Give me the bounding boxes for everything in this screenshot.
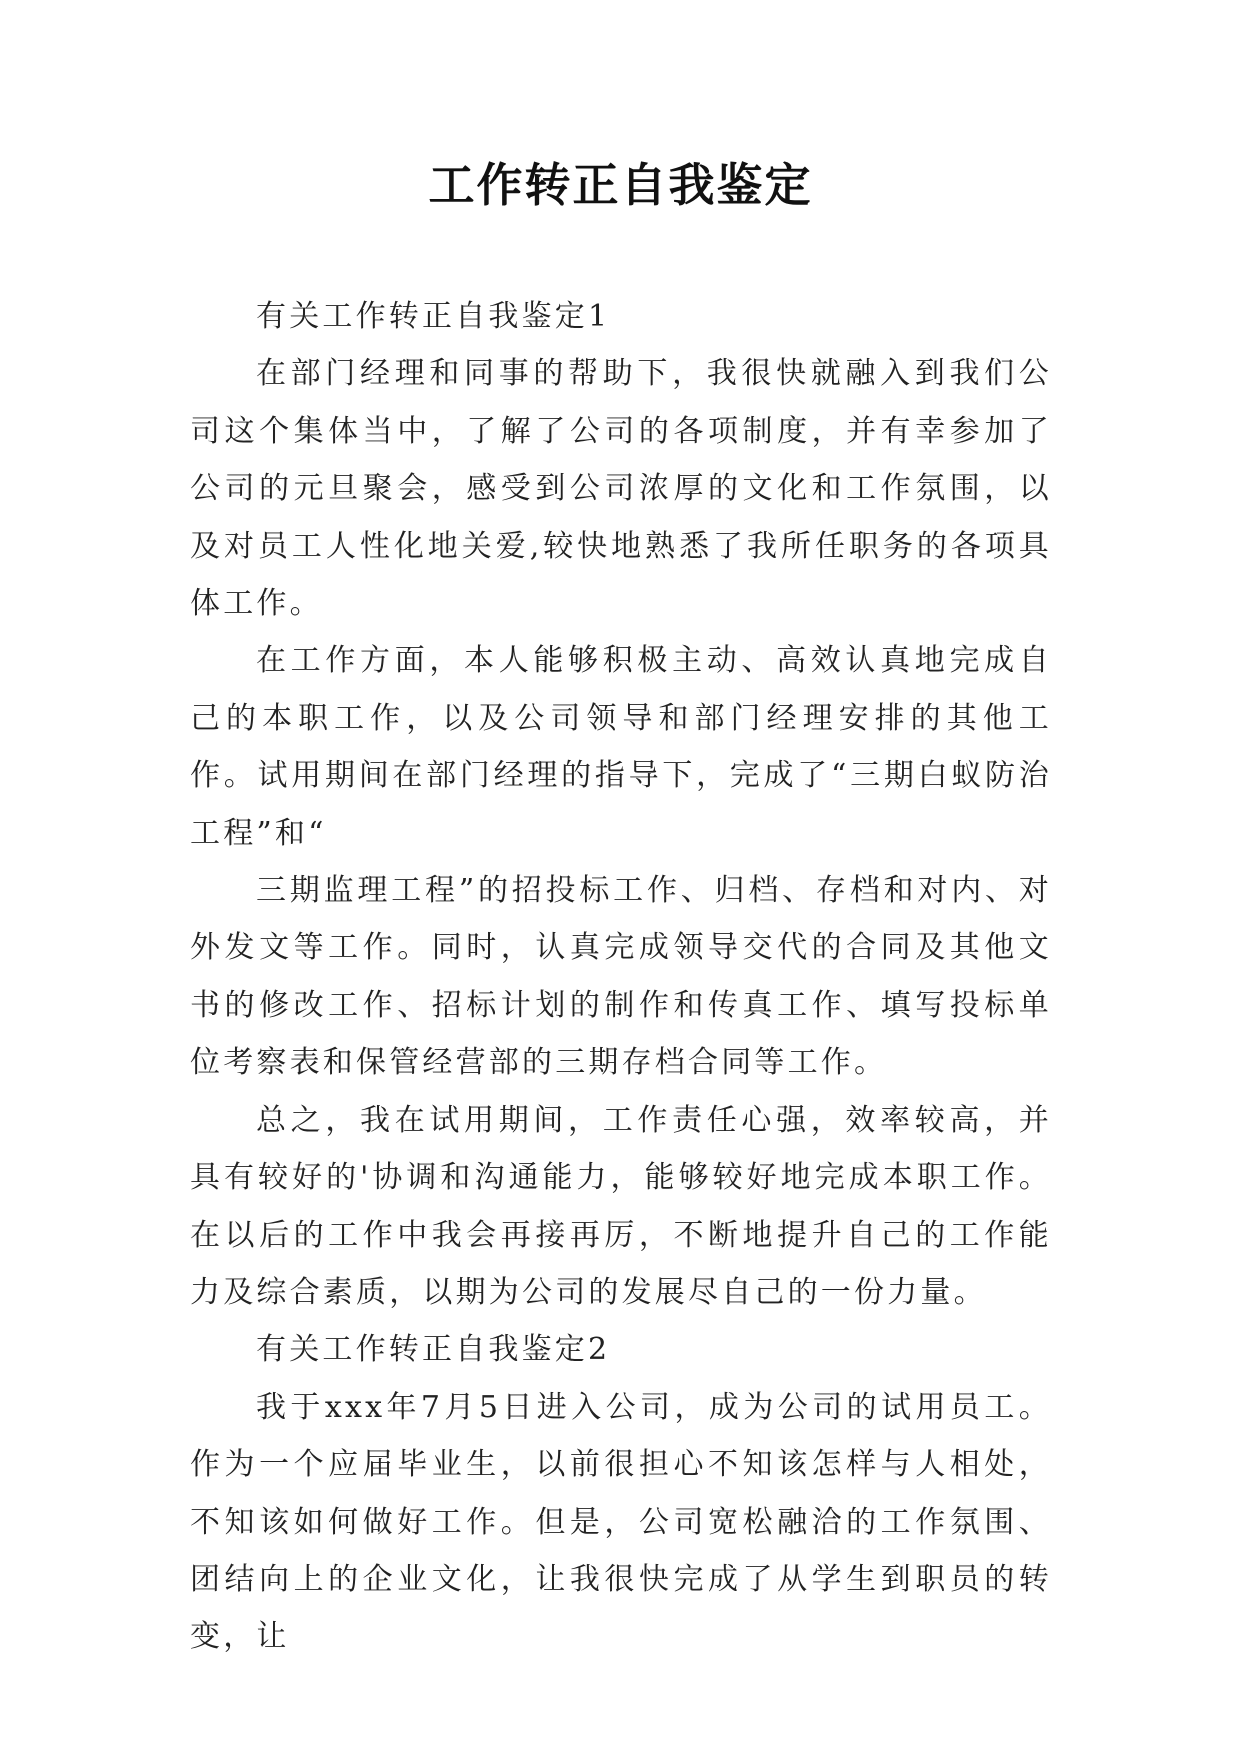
paragraph: 总之，我在试用期间，工作责任心强，效率较高，并具有较好的'协调和沟通能力，能够较好地完成本职工作。在以后的工作中我会再接再厉，不断地提升自己的工作能力及综合素质，以期为公司的发展尽自己的一份力量。 [190, 1102, 1052, 1310]
section-heading: 有关工作转正自我鉴定1 [256, 299, 611, 334]
paragraph: 在工作方面，本人能够积极主动、高效认真地完成自己的本职工作，以及公司领导和部门经理安排的其他工作。试用期间在部门经理的指导下，完成了“三期白蚁防治工程”和“ [190, 643, 1052, 851]
section-heading: 有关工作转正自我鉴定2 [256, 1332, 611, 1368]
document-title: 工作转正自我鉴定 [428, 158, 813, 212]
paragraph: 三期监理工程”的招投标工作、归档、存档和对内、对外发文等工作。同时，认真完成领导交代的合同及其他文书的修改工作、招标计划的制作和传真工作、填写投标单位考察表和保管经营部的三期存档合同等工作。 [190, 873, 1052, 1081]
document-body [190, 288, 1052, 1666]
paragraph: 在部门经理和同事的帮助下，我很快就融入到我们公司这个集体当中，了解了公司的各项制度，并有幸参加了公司的元旦聚会，感受到公司浓厚的文化和工作氛围，以及对员工人性化地关爱,较快地熟悉了我所任职务的各项具体工作。 [190, 356, 1052, 622]
paragraph: 我于xxx年7月5日进入公司，成为公司的试用员工。作为一个应届毕业生，以前很担心不知该怎样与人相处，不知该如何做好工作。但是，公司宽松融洽的工作氛围、团结向上的企业文化，让我很快完成了从学生到职员的转变，让 [190, 1389, 1052, 1655]
